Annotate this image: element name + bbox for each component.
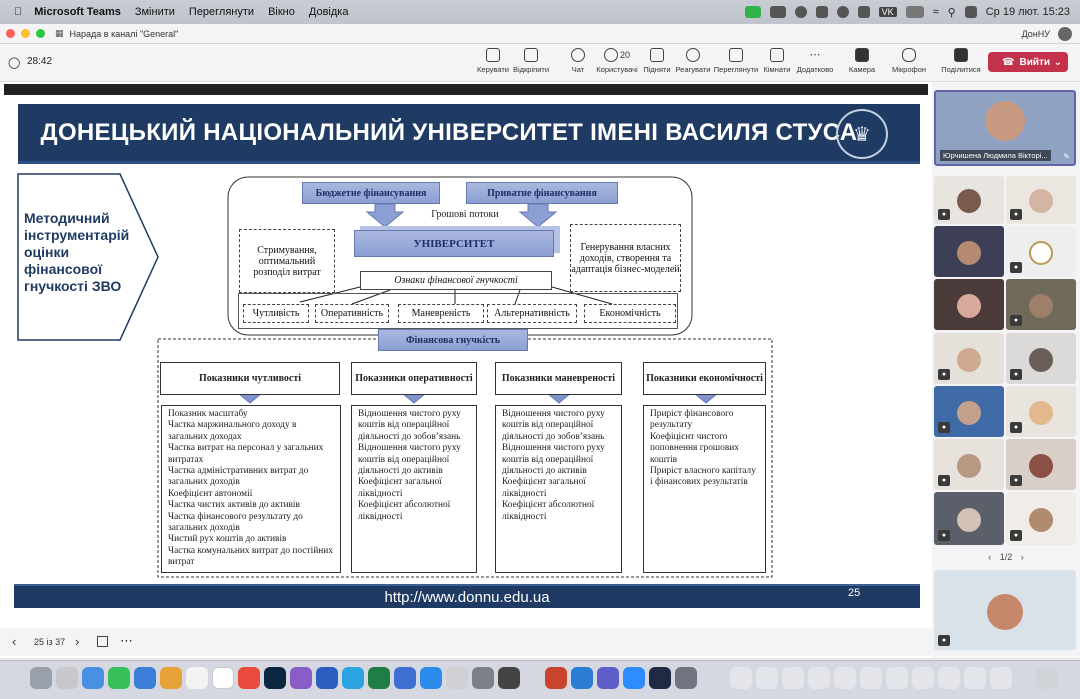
mic-off-icon: ● — [938, 475, 950, 486]
record-icon — [486, 48, 500, 62]
minimized-window-icon[interactable] — [730, 667, 752, 689]
participants-panel — [932, 82, 1080, 658]
mic-off-icon: ● — [938, 530, 950, 541]
slide-title: ДОНЕЦЬКИЙ НАЦІОНАЛЬНИЙ УНІВЕРСИТЕТ ІМЕНІ ВАСИЛЯ СТУСА — [40, 118, 858, 146]
participant-tile[interactable] — [934, 386, 1004, 437]
chat-icon — [571, 48, 585, 62]
shield-icon: ◯ — [8, 57, 21, 69]
pager-label: 1/2 — [999, 552, 1013, 562]
participant-tile[interactable] — [1006, 386, 1076, 437]
menu-item-window[interactable]: Вікно — [259, 6, 287, 18]
mic-off-icon: ● — [938, 209, 950, 220]
photos-icon[interactable] — [186, 667, 208, 689]
view-label: Переглянути — [713, 65, 759, 74]
unpin-button[interactable] — [511, 48, 551, 74]
list-item: Приріст фінансового результату — [650, 409, 734, 431]
app-icon[interactable] — [394, 667, 416, 689]
list-item: Частка чистих активів до активів — [168, 500, 300, 511]
telegram-icon[interactable] — [342, 667, 364, 689]
participant-tile[interactable] — [934, 279, 1004, 330]
unpin-label: Відкріпити — [512, 65, 550, 74]
presentation-nav — [0, 628, 932, 656]
more-button[interactable] — [795, 48, 835, 74]
list-item: Показник масштабу — [168, 409, 248, 419]
status-icon[interactable] — [816, 6, 828, 18]
rooms-label: Кімнати — [763, 65, 791, 74]
participant-tile[interactable] — [1006, 226, 1076, 277]
list-item: Коефіцієнт чистого поповнення грошових коштів — [650, 431, 739, 465]
menu-item-view[interactable]: Переглянути — [180, 6, 246, 18]
minimized-window-icon[interactable] — [782, 667, 804, 689]
feature-efficiency: Оперативність — [315, 304, 389, 323]
group-header-maneuverability: Показники маневреності — [495, 362, 622, 395]
list-item: Коефіцієнт абсолютної ліквідності — [502, 500, 595, 522]
menu-app-name[interactable]: Microsoft Teams — [26, 6, 113, 18]
people-button[interactable] — [597, 48, 637, 74]
search-icon[interactable]: ⚲ — [947, 6, 956, 19]
safari-icon[interactable] — [82, 667, 104, 689]
feature-sensitivity: Чутливість — [243, 304, 309, 323]
minimize-window-button[interactable] — [21, 29, 30, 38]
feature-economy: Економічність — [584, 304, 676, 323]
slide-url: http://www.donnu.edu.ua — [384, 588, 550, 606]
finder-icon[interactable] — [30, 667, 52, 689]
share-label: Поділитися — [941, 65, 981, 74]
more-label: Додатково — [796, 65, 834, 74]
left-note: Стримування, оптимальний розподіл витрат — [239, 229, 335, 293]
budget-funding-box: Бюджетне фінансування — [302, 182, 440, 204]
battery-icon[interactable] — [906, 6, 924, 18]
chat-label: Чат — [571, 65, 585, 74]
list-item: Відношення чистого руху коштів від операційної діяльності до активів — [358, 443, 461, 477]
participant-name: Юрчишена Людмила Вікторі... — [940, 150, 1051, 161]
flex-signs-box: Ознаки фінансової гнучкості — [360, 271, 552, 290]
list-item: Частка витрат на персонал у загальних витратах — [168, 443, 324, 465]
avatar — [957, 454, 981, 478]
slide-footer — [14, 584, 920, 608]
share-icon — [954, 48, 968, 62]
avatar — [1029, 241, 1053, 265]
participant-tile[interactable] — [934, 439, 1004, 490]
unpin-icon — [524, 48, 538, 62]
list-item: Частка адміністративних витрат до загальних доходів — [168, 466, 309, 488]
avatar — [957, 294, 981, 318]
list-item: Приріст власного капіталу і фінансових результатів — [650, 466, 756, 488]
mic-off-icon: ● — [1010, 422, 1022, 433]
participant-pager — [932, 552, 1080, 562]
raise-label: Підняти — [643, 65, 671, 74]
list-item: Коефіцієнт загальної ліквідності — [358, 477, 442, 499]
smile-icon — [686, 48, 700, 62]
teams-icon[interactable] — [597, 667, 619, 689]
right-note: Генерування власних доходів, створення та адаптація бізнес-моделей — [570, 224, 681, 292]
camera-label: Камера — [848, 65, 876, 74]
macos-dock — [0, 660, 1080, 699]
mic-off-icon: ● — [1010, 315, 1022, 326]
leave-label: Вийти — [1019, 56, 1051, 68]
group-list-maneuverability — [495, 405, 622, 573]
participant-tile[interactable] — [934, 226, 1004, 277]
excel-icon[interactable] — [368, 667, 390, 689]
mic-off-icon: ● — [938, 422, 950, 433]
close-window-button[interactable] — [6, 29, 15, 38]
participant-tile[interactable] — [934, 492, 1004, 545]
people-icon — [604, 48, 618, 62]
group-header-efficiency: Показники оперативності — [351, 362, 477, 395]
avatar[interactable] — [1058, 27, 1072, 41]
teams-icon: ▦ — [55, 28, 64, 38]
cash-flows-label: Грошові потоки — [431, 209, 499, 220]
camera-status-icon[interactable] — [745, 6, 761, 18]
chevron-right-icon[interactable]: › — [1020, 552, 1024, 562]
hand-icon — [650, 48, 664, 62]
group-header-economy: Показники економічності — [643, 362, 766, 395]
mic-off-icon — [902, 48, 916, 62]
avatar — [1029, 294, 1053, 318]
camera-button[interactable] — [842, 48, 882, 74]
vk-icon[interactable]: VK — [879, 7, 897, 17]
mic-off-icon: ● — [1010, 475, 1022, 486]
avatar — [1029, 454, 1053, 478]
minimized-window-icon[interactable] — [886, 667, 908, 689]
more-icon[interactable]: ⋯ — [120, 633, 133, 648]
participant-tile[interactable] — [1006, 279, 1076, 330]
participant-tile[interactable] — [1006, 439, 1076, 490]
avatar — [1029, 348, 1053, 372]
grid-view-icon[interactable] — [97, 636, 108, 647]
slide-counter: 25 із 37 — [34, 637, 66, 647]
avatar — [957, 348, 981, 372]
participant-tile[interactable] — [934, 333, 1004, 384]
menu-item-help[interactable]: Довідка — [300, 6, 341, 18]
window-titlebar — [0, 24, 1080, 44]
mic-label: Мікрофон — [891, 65, 927, 74]
apple-icon[interactable] — [14, 6, 22, 18]
minimized-window-icon[interactable] — [860, 667, 882, 689]
list-item: Коефіцієнт загальної ліквідності — [502, 477, 586, 499]
side-label-text: Методичний інструментарій оцінки фінансової гнучкості ЗВО — [24, 210, 130, 294]
group-list-efficiency — [351, 405, 477, 573]
financial-flexibility-box: Фінансова гнучкість — [378, 329, 528, 351]
chevron-left-icon[interactable]: ‹ — [988, 552, 992, 562]
app-icon[interactable] — [446, 667, 468, 689]
settings-icon[interactable] — [472, 667, 494, 689]
photoshop-icon[interactable] — [264, 667, 286, 689]
launchpad-icon[interactable] — [56, 667, 78, 689]
chevron-left-icon[interactable]: ‹ — [12, 634, 17, 649]
list-item: Частка комунальних витрат до постійних витрат — [168, 545, 333, 568]
trash-icon[interactable] — [1036, 667, 1058, 689]
avatar — [1029, 508, 1053, 532]
org-name[interactable]: ДонНУ — [1021, 28, 1050, 39]
feature-alternativeness: Альтернативність — [487, 304, 577, 323]
list-item: Відношення чистого руху коштів від операційної діяльності до зобов’язань — [502, 409, 605, 442]
app-icon[interactable] — [571, 667, 593, 689]
window-title: Нарада в каналі "General" — [69, 28, 179, 39]
minimized-window-icon[interactable] — [756, 667, 778, 689]
raise-hand-button[interactable] — [637, 48, 677, 74]
group-list-economy — [643, 405, 766, 573]
status-icon[interactable] — [858, 6, 870, 18]
chevron-down-icon[interactable]: ⌄ — [1053, 56, 1062, 68]
participant-tile[interactable] — [934, 176, 1004, 224]
university-crest-icon: ♛ — [836, 109, 888, 159]
avatar — [987, 594, 1023, 630]
list-item: Частка фінансового результату до загальних доходів — [168, 511, 303, 534]
chrome-icon[interactable] — [238, 667, 260, 689]
slide-page-number: 25 — [848, 587, 861, 599]
record-label: Керувати — [477, 65, 509, 74]
powerpoint-icon[interactable] — [545, 667, 567, 689]
share-button[interactable] — [941, 48, 981, 74]
react-label: Реагувати — [675, 65, 711, 74]
mic-off-icon: ● — [938, 369, 950, 380]
more-icon: ⋯ — [809, 48, 821, 61]
mic-off-icon: ● — [1010, 369, 1022, 380]
leave-button[interactable] — [988, 52, 1068, 72]
rooms-button[interactable] — [757, 48, 797, 74]
minimized-window-icon[interactable] — [990, 667, 1012, 689]
camera-icon — [855, 48, 869, 62]
mic-off-icon: ● — [1010, 530, 1022, 541]
feature-maneuverability: Маневреність — [398, 304, 484, 323]
avatar — [957, 401, 981, 425]
list-item: Чистий рух коштів до активів — [168, 534, 287, 545]
avatar — [985, 101, 1025, 141]
people-label: Користувачі — [596, 65, 638, 74]
app-icon[interactable] — [649, 667, 671, 689]
list-item: Відношення чистого руху коштів від операційної діяльності до зобов’язань — [358, 409, 461, 442]
meeting-timer: 28:42 — [27, 56, 53, 67]
shared-slide-area — [0, 82, 932, 658]
app-icon[interactable] — [675, 667, 697, 689]
rooms-icon — [770, 48, 784, 62]
group-header-sensitivity: Показники чутливості — [160, 362, 340, 395]
maps-icon[interactable] — [160, 667, 182, 689]
participant-tile[interactable] — [1006, 176, 1076, 224]
minimized-window-icon[interactable] — [808, 667, 830, 689]
list-item: Коефіцієнт автономії — [168, 488, 253, 499]
minimized-window-icon[interactable] — [912, 667, 934, 689]
mic-off-icon: ● — [1010, 262, 1022, 273]
phone-icon: ☎ — [1002, 56, 1015, 68]
record-button[interactable] — [473, 48, 513, 74]
wifi-icon[interactable]: ≈ — [932, 6, 939, 18]
chevron-right-icon[interactable]: › — [75, 634, 80, 649]
meeting-toolbar — [0, 44, 1080, 82]
list-item: Відношення чистого руху коштів від операційної діяльності до активів — [502, 443, 605, 477]
self-view-tile[interactable] — [934, 570, 1076, 650]
messages-icon[interactable] — [108, 667, 130, 689]
word-icon[interactable] — [316, 667, 338, 689]
list-item: Частка маржинального доходу в загальних доходах — [168, 420, 297, 442]
control-center-icon[interactable] — [965, 6, 977, 18]
view-button[interactable] — [713, 48, 759, 74]
private-funding-box: Приватне фінансування — [466, 182, 618, 204]
mic-off-icon: ● — [1010, 209, 1022, 220]
minimized-window-icon[interactable] — [834, 667, 856, 689]
app-icon[interactable] — [498, 667, 520, 689]
status-icon[interactable] — [795, 6, 807, 18]
avatar — [957, 508, 981, 532]
app-store-icon[interactable] — [420, 667, 442, 689]
status-icon[interactable] — [837, 6, 849, 18]
menu-item-edit[interactable]: Змінити — [126, 6, 167, 18]
clock[interactable]: Ср 19 лют. 15:23 — [985, 6, 1070, 18]
people-count: 20 — [619, 50, 630, 60]
macos-menubar — [0, 0, 1080, 24]
participant-tile[interactable] — [1006, 492, 1076, 545]
avatar — [1029, 401, 1053, 425]
avatar — [957, 241, 981, 265]
chat-button[interactable] — [558, 48, 598, 74]
viber-icon[interactable] — [290, 667, 312, 689]
minimized-window-icon[interactable] — [964, 667, 986, 689]
mail-icon[interactable] — [134, 667, 156, 689]
avatar — [1029, 189, 1053, 213]
mic-off-icon: ● — [938, 635, 950, 646]
status-icon[interactable] — [770, 6, 786, 18]
list-item: Коефіцієнт абсолютної ліквідності — [358, 500, 451, 522]
group-list-sensitivity — [161, 405, 341, 573]
mic-button[interactable] — [889, 48, 929, 74]
main-speaker-tile[interactable] — [934, 90, 1076, 166]
grid-icon — [729, 48, 743, 62]
university-box: УНІВЕРСИТЕТ — [354, 230, 554, 257]
avatar — [957, 189, 981, 213]
zoom-icon[interactable] — [623, 667, 645, 689]
zoom-window-button[interactable] — [36, 29, 45, 38]
calendar-icon[interactable] — [212, 667, 234, 689]
participant-tile[interactable] — [1006, 333, 1076, 384]
react-button[interactable] — [673, 48, 713, 74]
pin-icon[interactable]: ✎ — [1063, 152, 1070, 161]
minimized-window-icon[interactable] — [938, 667, 960, 689]
